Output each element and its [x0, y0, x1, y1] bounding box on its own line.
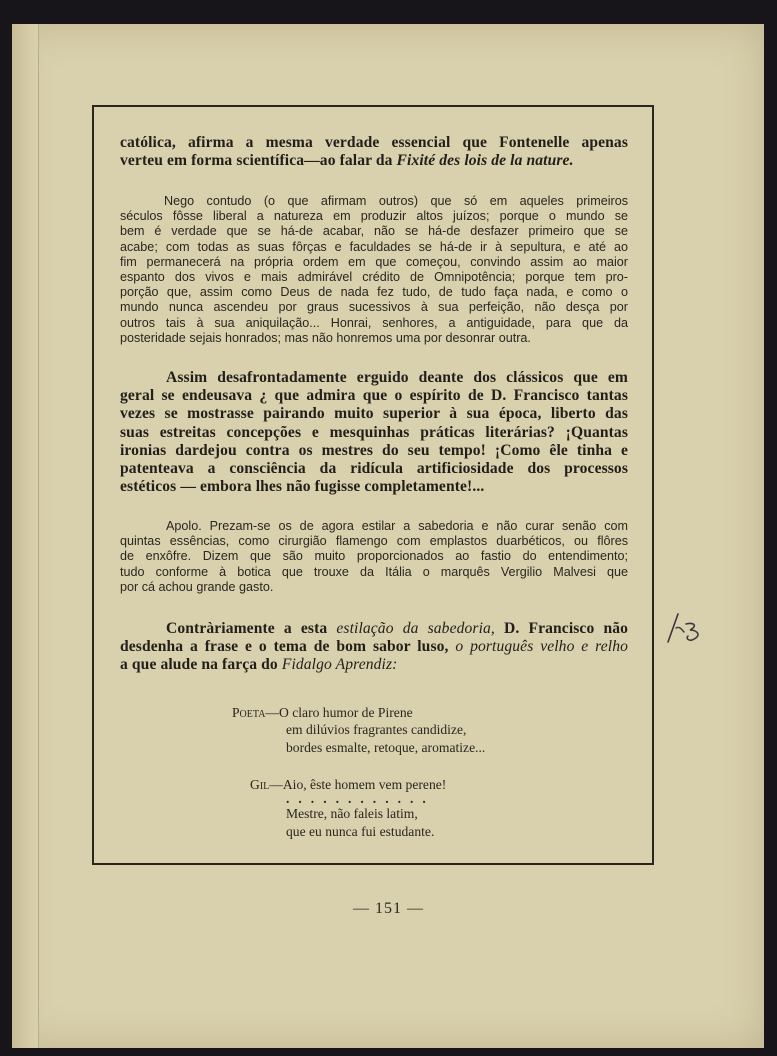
block-quote	[120, 519, 628, 595]
italic-phrase: estilação da sabedoria,	[336, 620, 495, 637]
handwritten-margin-mark-icon	[664, 612, 708, 646]
text-line: estéticos — embora lhes não fugisse completamente!...	[120, 478, 485, 496]
text-line: Assim desafrontadamente erguido deante dos clássicos que em	[166, 369, 628, 386]
speaker-name: Poeta	[232, 705, 266, 720]
quote-line: Nego contudo (o que afirmam outros) que só em aqueles primeiros	[164, 194, 628, 208]
speaker-name: Gil	[250, 777, 270, 792]
text-line: vezes se mostrasse pairando muito superior à sua época, liberto das	[120, 405, 628, 423]
text-line	[120, 656, 628, 674]
verse-line: Mestre, não faleis latim,	[286, 806, 418, 822]
verse-block	[232, 704, 612, 756]
quote-line: quintas essências, como cirurgião flamengo com emplastos duarbéticos, ou flôres	[120, 534, 628, 549]
verse-line: em dilúvios fragrantes candidize,	[286, 722, 467, 738]
text-run: verteu em forma scientífica—ao falar da	[120, 152, 397, 170]
quote-line: séculos fôsse liberal a natureza em produzir altos juízos; porque o mundo se	[120, 209, 628, 224]
quote-line: bem é verdade que se há-de acabar, não se há-de desfazer primeiro que se	[120, 224, 628, 239]
quote-line: fim permanecerá na própria ordem em que começou, convindo assim ao maior	[120, 254, 628, 269]
italic-phrase: o português velho e relho	[455, 638, 628, 656]
page-number: — 151 —	[353, 900, 424, 917]
body-paragraph	[120, 620, 628, 675]
text-line: católica, afirma a mesma verdade essencial que Fontenelle apenas	[120, 134, 628, 151]
paragraph-continuation	[120, 134, 628, 170]
verse-block	[250, 776, 610, 840]
block-quote	[120, 194, 628, 346]
verse-text: —Aio, êste homem vem perene!	[269, 777, 447, 792]
text-line: suas estreitas concepções e mesquinhas práticas literárias? ¡Quantas	[120, 423, 628, 441]
text-line	[120, 152, 628, 170]
quote-line: porção que, assim como Deus de nada fez tudo, de tudo faça nada, e como o	[120, 285, 628, 300]
verse-line: que eu nunca fui estudante.	[286, 823, 435, 839]
ellipsis-row: ............	[286, 791, 435, 807]
verse-line: bordes esmalte, retoque, aromatize...	[286, 739, 486, 755]
quote-line: tudo conforme à botica que trouxe da Itália o marquês Vergilio Malvesi que	[120, 564, 628, 579]
text-line: ironias dardejou contra os mestres do seu tempo! ¡Como êle tinha e	[120, 441, 628, 459]
italic-title: Fidalgo Aprendiz:	[281, 656, 398, 674]
quote-line: acabe; com todas as suas fôrças e faculdades se há-de ir à sepultura, e até ao	[120, 239, 628, 254]
text-run: a que alude na farça do	[120, 656, 282, 674]
quote-line: outros tais à sua aniquilação... Honrai, senhores, a antiguidade, para que da	[120, 315, 628, 330]
quote-line: Apolo. Prezam-se os de agora estilar a sabedoria e não curar senão com	[166, 519, 628, 533]
text-run: desdenha a frase e o tema de bom sabor luso,	[120, 638, 456, 656]
text-line	[120, 620, 628, 638]
italic-title: Fixité des lois de la nature.	[396, 152, 574, 170]
text-run: Contràriamente a esta	[166, 620, 337, 637]
verse-line	[232, 704, 612, 721]
quote-line: posteridade sejais honrados; mas não honremos uma por desonrar outra.	[120, 330, 531, 345]
body-paragraph	[120, 369, 628, 496]
text-line: patenteava a consciência da ridícula artificiosidade dos processos	[120, 460, 628, 478]
verse-text: —O claro humor de Pirene	[265, 705, 413, 720]
quote-line: espanto dos vivos e mais admirável crédito de Omnipotência; porque tem pro-	[120, 270, 628, 285]
quote-line: de enxôfre. Dizem que são muito proporcionados ao fastio do entendimento;	[120, 549, 628, 564]
text-line	[120, 638, 628, 656]
quote-line: por cá achou grande gasto.	[120, 579, 274, 594]
page-gutter	[12, 24, 39, 1048]
text-line: geral se endeusava ¿ que admira que o espírito de D. Francisco tantas	[120, 387, 628, 405]
quote-line: mundo nunca ascendeu por graus sucessivos à sua perfeição, não desça por	[120, 300, 628, 315]
text-run: D. Francisco não	[494, 620, 629, 637]
